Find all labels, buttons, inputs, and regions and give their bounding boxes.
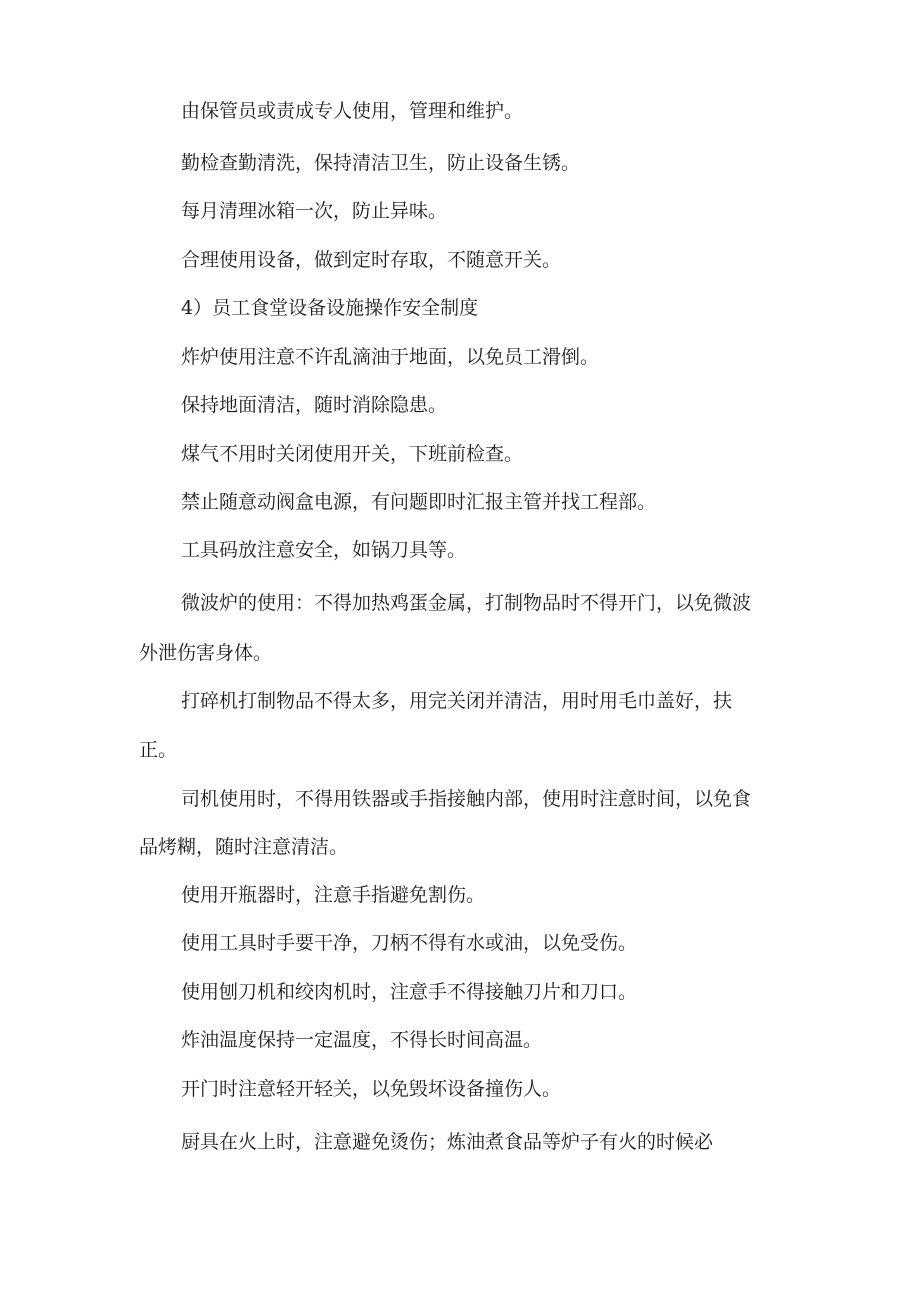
- paragraph-line: 每月清理冰箱一次，防止异味。: [181, 200, 448, 222]
- paragraph-line: 正。: [139, 739, 178, 761]
- paragraph-line: 司机使用时，不得用铁器或手指接触内部，使用时注意时间，以免食: [181, 788, 752, 810]
- paragraph-line: 微波炉的使用：不得加热鸡蛋金属，打制物品时不得开门，以免微波: [181, 592, 752, 614]
- paragraph-line: 勤检查勤清洗，保持清洁卫生，防止设备生锈。: [181, 152, 581, 174]
- paragraph-line: 厨具在火上时，注意避免烫伤；炼油煮食品等炉子有火的时候必: [181, 1131, 714, 1153]
- paragraph-line: 打碎机打制物品不得太多，用完关闭并清洁，用时用毛巾盖好，扶: [181, 690, 733, 712]
- paragraph-line: 禁止随意动阀盒电源，有问题即时汇报主管并找工程部。: [181, 491, 657, 513]
- paragraph-line: 炸炉使用注意不许乱滴油于地面，以免员工滑倒。: [181, 346, 600, 368]
- paragraph-line: 炸油温度保持一定温度，不得长时间高温。: [181, 1029, 543, 1051]
- paragraph-line: 使用开瓶器时，注意手指避免割伤。: [181, 884, 486, 906]
- paragraph-line: 使用刨刀机和绞肉机时，注意手不得接触刀片和刀口。: [181, 981, 638, 1003]
- paragraph-line: 保持地面清洁，随时消除隐患。: [181, 394, 448, 416]
- paragraph-line: 使用工具时手要干净，刀柄不得有水或油，以免受伤。: [181, 932, 638, 954]
- paragraph-line: 工具码放注意安全，如锅刀具等。: [181, 539, 467, 561]
- paragraph-line: 合理使用设备，做到定时存取，不随意开关。: [181, 249, 562, 271]
- paragraph-line: 品烤糊，随时注意清洁。: [139, 836, 349, 858]
- paragraph-line: 外泄伤害身体。: [139, 642, 273, 664]
- paragraph-line: 开门时注意轻开轻关，以免毁坏设备撞伤人。: [181, 1078, 562, 1100]
- paragraph-line: 由保管员或责成专人使用，管理和维护。: [181, 100, 524, 122]
- section-heading: 4）员工食堂设备设施操作安全制度: [181, 297, 479, 319]
- paragraph-line: 煤气不用时关闭使用开关，下班前检查。: [181, 443, 524, 465]
